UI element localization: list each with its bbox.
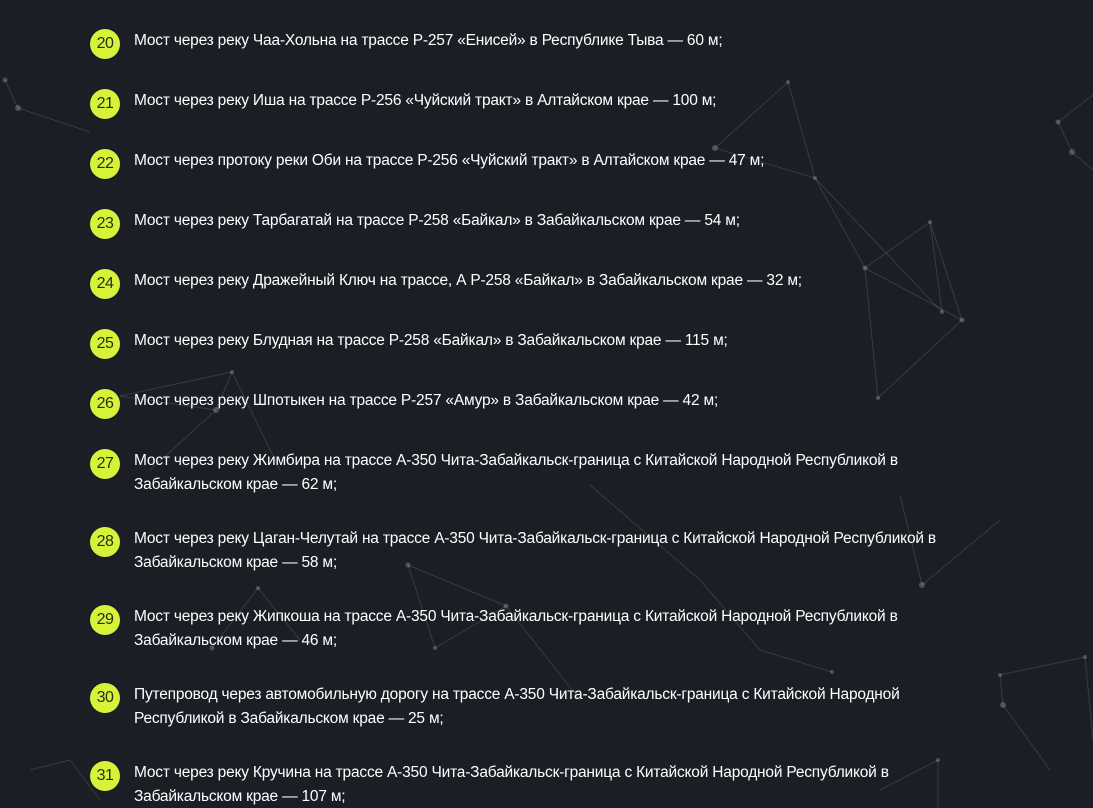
item-text: Мост через реку Шпотыкен на трассе Р-257 «Амур» в Забайкальском крае — 42 м; [134, 392, 719, 409]
item-number-badge: 22 [90, 149, 120, 179]
item-number-badge: 21 [90, 89, 120, 119]
item-number-badge: 24 [90, 269, 120, 299]
item-number-badge: 26 [90, 389, 120, 419]
item-text: Мост через реку Кручина на трассе А-350 Чита-Забайкальск-граница с Китайской Народной Республикой в Забайкальском крае — 107 м; [134, 764, 889, 805]
item-text: Путепровод через автомобильную дорогу на трассе А-350 Чита-Забайкальск-граница с Китайской Народной Республикой в Забайкальском крае — 25 м; [134, 686, 900, 727]
item-number-badge: 28 [90, 527, 120, 557]
item-number-badge: 25 [90, 329, 120, 359]
item-number-badge: 31 [90, 761, 120, 791]
item-text: Мост через реку Блудная на трассе Р-258 «Байкал» в Забайкальском крае — 115 м; [134, 332, 728, 349]
item-number-badge: 30 [90, 683, 120, 713]
item-text: Мост через реку Жимбира на трассе А-350 Чита-Забайкальск-граница с Китайской Народной Республикой в Забайкальском крае — 62 м; [134, 452, 898, 493]
item-text: Мост через реку Чаа-Хольна на трассе Р-257 «Енисей» в Республике Тыва — 60 м; [134, 32, 723, 49]
item-text: Мост через реку Жипкоша на трассе А-350 Чита-Забайкальск-граница с Китайской Народной Республикой в Забайкальском крае — 46 м; [134, 608, 898, 649]
item-text: Мост через реку Тарбагатай на трассе Р-258 «Байкал» в Забайкальском крае — 54 м; [134, 212, 740, 229]
item-text: Мост через реку Дражейный Ключ на трассе, А Р-258 «Байкал» в Забайкальском крае — 32 м; [134, 272, 802, 289]
item-text: Мост через реку Цаган-Челутай на трассе А-350 Чита-Забайкальск-граница с Китайской Народной Республикой в Забайкальском крае — 58 м; [134, 530, 936, 571]
item-text: Мост через реку Иша на трассе Р-256 «Чуйский тракт» в Алтайском крае — 100 м; [134, 92, 717, 109]
item-number-badge: 23 [90, 209, 120, 239]
item-number-badge: 20 [90, 29, 120, 59]
item-number-badge: 29 [90, 605, 120, 635]
item-number-badge: 27 [90, 449, 120, 479]
item-text: Мост через протоку реки Оби на трассе Р-256 «Чуйский тракт» в Алтайском крае — 47 м; [134, 152, 765, 169]
